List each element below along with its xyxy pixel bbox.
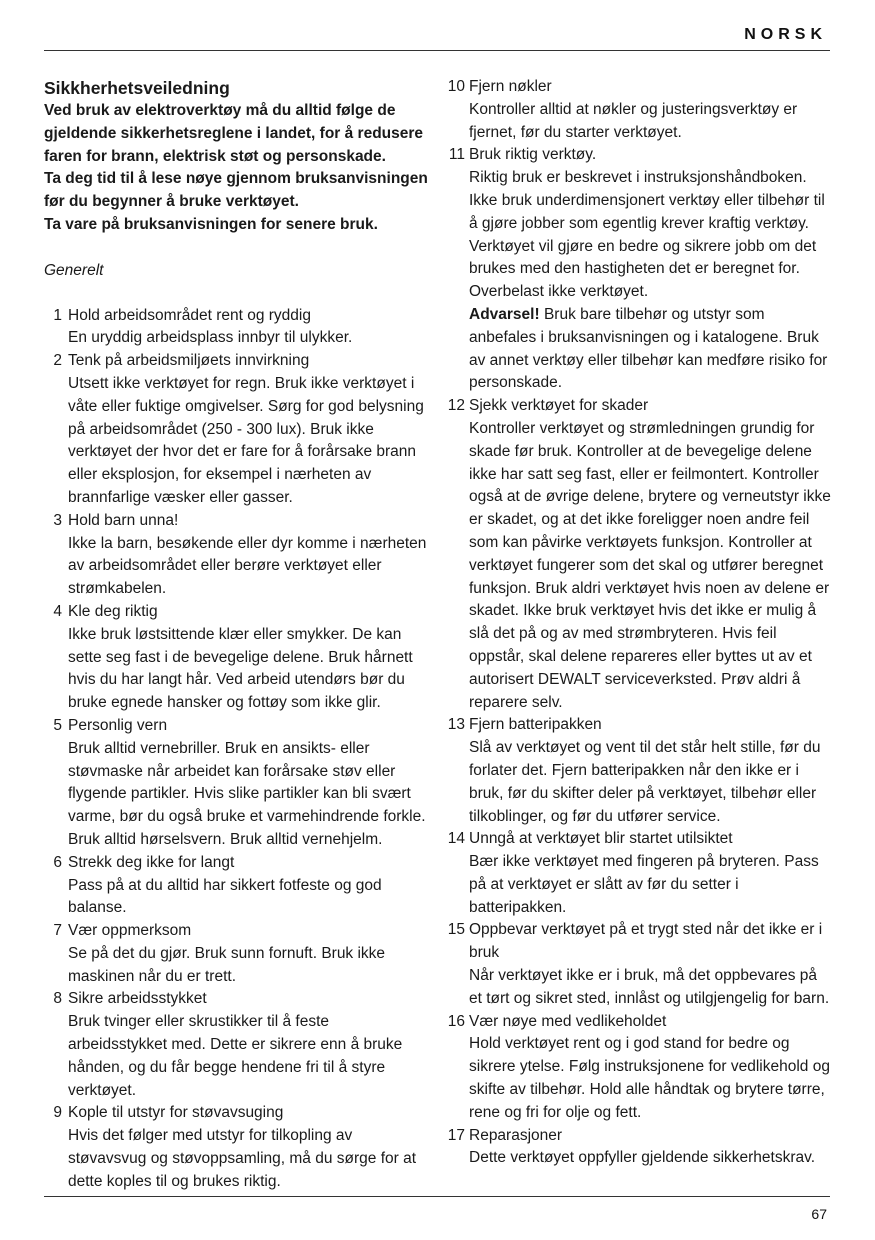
item-body: Bruk tvinger eller skrustikker til å feste arbeidsstykket med. Dette er sikrere enn å bruke hånden, og du får begge hendene fri til å styre verktøyet. xyxy=(68,1013,403,1099)
item-number: 13 xyxy=(447,716,465,734)
item-body: Se på det du gjør. Bruk sunn fornuft. Bruk ikke maskinen når du er trett. xyxy=(68,944,386,985)
item-heading: Fjern nøkler xyxy=(469,78,552,95)
list-item xyxy=(445,919,831,1010)
item-body: Hold verktøyet rent og i god stand for bedre og sikrere ytelse. Følg instruksjonene for vedlikehold og skifte av tilbehør. Hold alle håndtak og brytere tørre, rene og fri for olje og fett. xyxy=(469,1035,830,1121)
item-number: 5 xyxy=(53,716,62,734)
page-title: Sikkherhetsveiledning xyxy=(44,78,230,98)
item-number: 1 xyxy=(53,306,62,324)
footer-rule xyxy=(44,1196,830,1197)
item-number: 17 xyxy=(447,1126,465,1144)
list-item xyxy=(445,144,831,395)
item-number: 10 xyxy=(447,78,465,95)
list-item xyxy=(445,1011,831,1125)
item-heading: Sikre arbeidsstykket xyxy=(68,990,207,1008)
language-label: NORSK xyxy=(744,26,827,43)
item-body: Bær ikke verktøyet med fingeren på bryteren. Pass på at verktøyet er slått av før du setter i batteripakken. xyxy=(469,853,819,916)
item-heading: Fjern batteripakken xyxy=(469,716,602,734)
intro-text xyxy=(44,100,428,237)
item-body: Hvis det følger med utstyr for tilkopling av støvavsvug og støvoppsamling, må du sørge for at dette koples til og brukes riktig. xyxy=(68,1127,417,1190)
list-item xyxy=(445,714,831,828)
warning-label: Advarsel! xyxy=(469,305,540,323)
page-number: 67 xyxy=(811,1206,827,1222)
item-number: 11 xyxy=(448,146,465,164)
item-heading: Sjekk verktøyet for skader xyxy=(469,397,649,415)
list-item xyxy=(44,601,428,715)
warning-text xyxy=(469,304,831,395)
list-item xyxy=(445,76,831,144)
item-body: Ikke la barn, besøkende eller dyr komme i nærheten av arbeidsområdet eller berøre verktøyet eller strømkabelen. xyxy=(68,534,427,598)
intro-line: Ved bruk av elektroverktøy må du alltid følge de xyxy=(44,102,396,119)
intro-line: Ta vare på bruksanvisningen for senere bruk. xyxy=(44,215,378,233)
item-body: Riktig bruk er beskrevet i instruksjonshåndboken. Ikke bruk underdimensjonert verktøy eller tilbehør til å gjøre jobber som egentlig krever kraftig verktøy. Verktøyet vil gjøre en bedre og sikrere jobb om det brukes med den hastigheten det er beregnet for. Overbelast ikke verktøyet. xyxy=(469,169,825,301)
list-item xyxy=(44,988,428,1102)
item-heading: Oppbevar verktøyet på et trygt sted når det ikke er i bruk xyxy=(469,921,823,962)
item-heading: Personlig vern xyxy=(68,716,168,734)
item-number: 14 xyxy=(447,830,465,848)
intro-line: faren for brann, elektrisk støt og personskade. xyxy=(44,147,386,165)
item-number: 16 xyxy=(447,1012,465,1030)
item-number: 12 xyxy=(447,397,465,415)
item-body: Når verktøyet ikke er i bruk, må det oppbevares på et tørt og sikret sted, innlåst og utilgjengelig for barn. xyxy=(469,967,830,1007)
list-item xyxy=(44,510,428,601)
intro-line: Ta deg tid til å lese nøye gjennom bruksanvisningen xyxy=(44,170,428,188)
item-body: Bruk alltid vernebriller. Bruk en ansikts- eller støvmaske når arbeidet kan forårsake støv eller flygende partikler. Hvis slike partikler kan bli svært varme, bør du også bruke et varmehindrende forkle. Bruk alltid hørselsvern. Bruk alltid vernehjelm. xyxy=(68,739,426,848)
item-body: Ikke bruk løstsittende klær eller smykker. De kan sette seg fast i de bevegelige delene. Bruk hårnett hvis du har langt hår. Ved arbeid utendørs bør du bruke egnede hansker og fottøy som ikke glir. xyxy=(68,625,413,712)
item-number: 7 xyxy=(53,922,62,940)
list-item xyxy=(445,828,831,919)
item-body: Utsett ikke verktøyet for regn. Bruk ikke verktøyet i våte eller fuktige omgivelser. Sørg for god belysning på arbeidsområdet (250 - 300 lux). Bruk ikke verktøyet der hvor det er fare for å forårsake brann eller eksplosjon, for eksempel i nærheten av brannfarlige væsker eller gasser. xyxy=(68,374,424,506)
item-heading: Strekk deg ikke for langt xyxy=(68,853,235,871)
item-number: 15 xyxy=(447,921,465,939)
item-heading: Tenk på arbeidsmiljøets innvirkning xyxy=(68,352,310,370)
item-heading: Hold arbeidsområdet rent og ryddig xyxy=(68,306,311,324)
item-number: 9 xyxy=(53,1104,62,1122)
item-heading: Kle deg riktig xyxy=(68,602,158,620)
item-number: 6 xyxy=(53,853,62,871)
item-number: 3 xyxy=(53,511,62,529)
list-item xyxy=(445,395,831,714)
header-rule xyxy=(44,50,830,51)
list-item xyxy=(445,1125,831,1171)
list-item xyxy=(44,852,428,920)
list-item xyxy=(44,350,428,510)
intro-line: gjeldende sikkerhetsreglene i landet, for å redusere xyxy=(44,124,424,142)
item-body: Dette verktøyet oppfyller gjeldende sikkerhetskrav. xyxy=(469,1149,816,1167)
item-heading: Bruk riktig verktøy. xyxy=(469,146,597,164)
item-body: Pass på at du alltid har sikkert fotfeste og god balanse. xyxy=(68,876,382,917)
item-heading: Vær nøye med vedlikeholdet xyxy=(469,1012,667,1030)
list-item xyxy=(44,305,428,351)
item-body: Kontroller verktøyet og strømledningen grundig for skade før bruk. Kontroller at de bevegelige delene ikke har satt seg fast, eller er feilmontert. Kontroller også at de øvrige delene, brytere og verneutstyr ikke er skadet, og at det ikke foreligger noen andre feil som kan påvirke verktøyets funksjon. Kontroller at verktøyet fungerer som det skal og utfører beregnet funksjon. Bruk aldri verktøyet hvis noen av delene er skadet. Ikke bruk verktøyet hvis det ikke er mulig å slå det på og av med strømbryteren. Hvis feil oppstår, skal delene repareres eller byttes ut av et autorisert DEWALT serviceverksted. Prøv aldri å reparere selv. xyxy=(469,419,831,711)
item-heading: Reparasjoner xyxy=(469,1126,563,1144)
item-heading: Unngå at verktøyet blir startet utilsiktet xyxy=(469,830,733,848)
item-heading: Kople til utstyr for støvavsuging xyxy=(68,1104,284,1122)
item-number: 4 xyxy=(53,602,62,620)
item-number: 2 xyxy=(53,352,62,370)
item-body: Kontroller alltid at nøkler og justeringsverktøy er fjernet, før du starter verktøyet. xyxy=(469,100,798,141)
left-column xyxy=(44,76,428,1194)
list-item xyxy=(44,715,428,852)
item-heading: Hold barn unna! xyxy=(68,511,179,529)
warning-body: Bruk bare tilbehør og utstyr som anbefales i bruksanvisningen og i katalogene. Bruk av annet verktøy eller tilbehør kan medføre risiko for personskade. xyxy=(469,305,828,392)
right-column xyxy=(445,76,831,1170)
item-body: En uryddig arbeidsplass innbyr til ulykker. xyxy=(68,329,353,347)
item-body: Slå av verktøyet og vent til det står helt stille, før du forlater det. Fjern batteripakken når den ikke er i bruk, før du skifter deler på verktøyet, tilbehør eller tilkoblinger, og før du utfører service. xyxy=(469,739,821,825)
item-heading: Vær oppmerksom xyxy=(68,922,192,940)
item-number: 8 xyxy=(53,990,62,1008)
list-item xyxy=(44,1102,428,1193)
list-item xyxy=(44,920,428,988)
section-title: Generelt xyxy=(44,261,104,279)
intro-line: før du begynner å bruke verktøyet. xyxy=(44,193,299,211)
